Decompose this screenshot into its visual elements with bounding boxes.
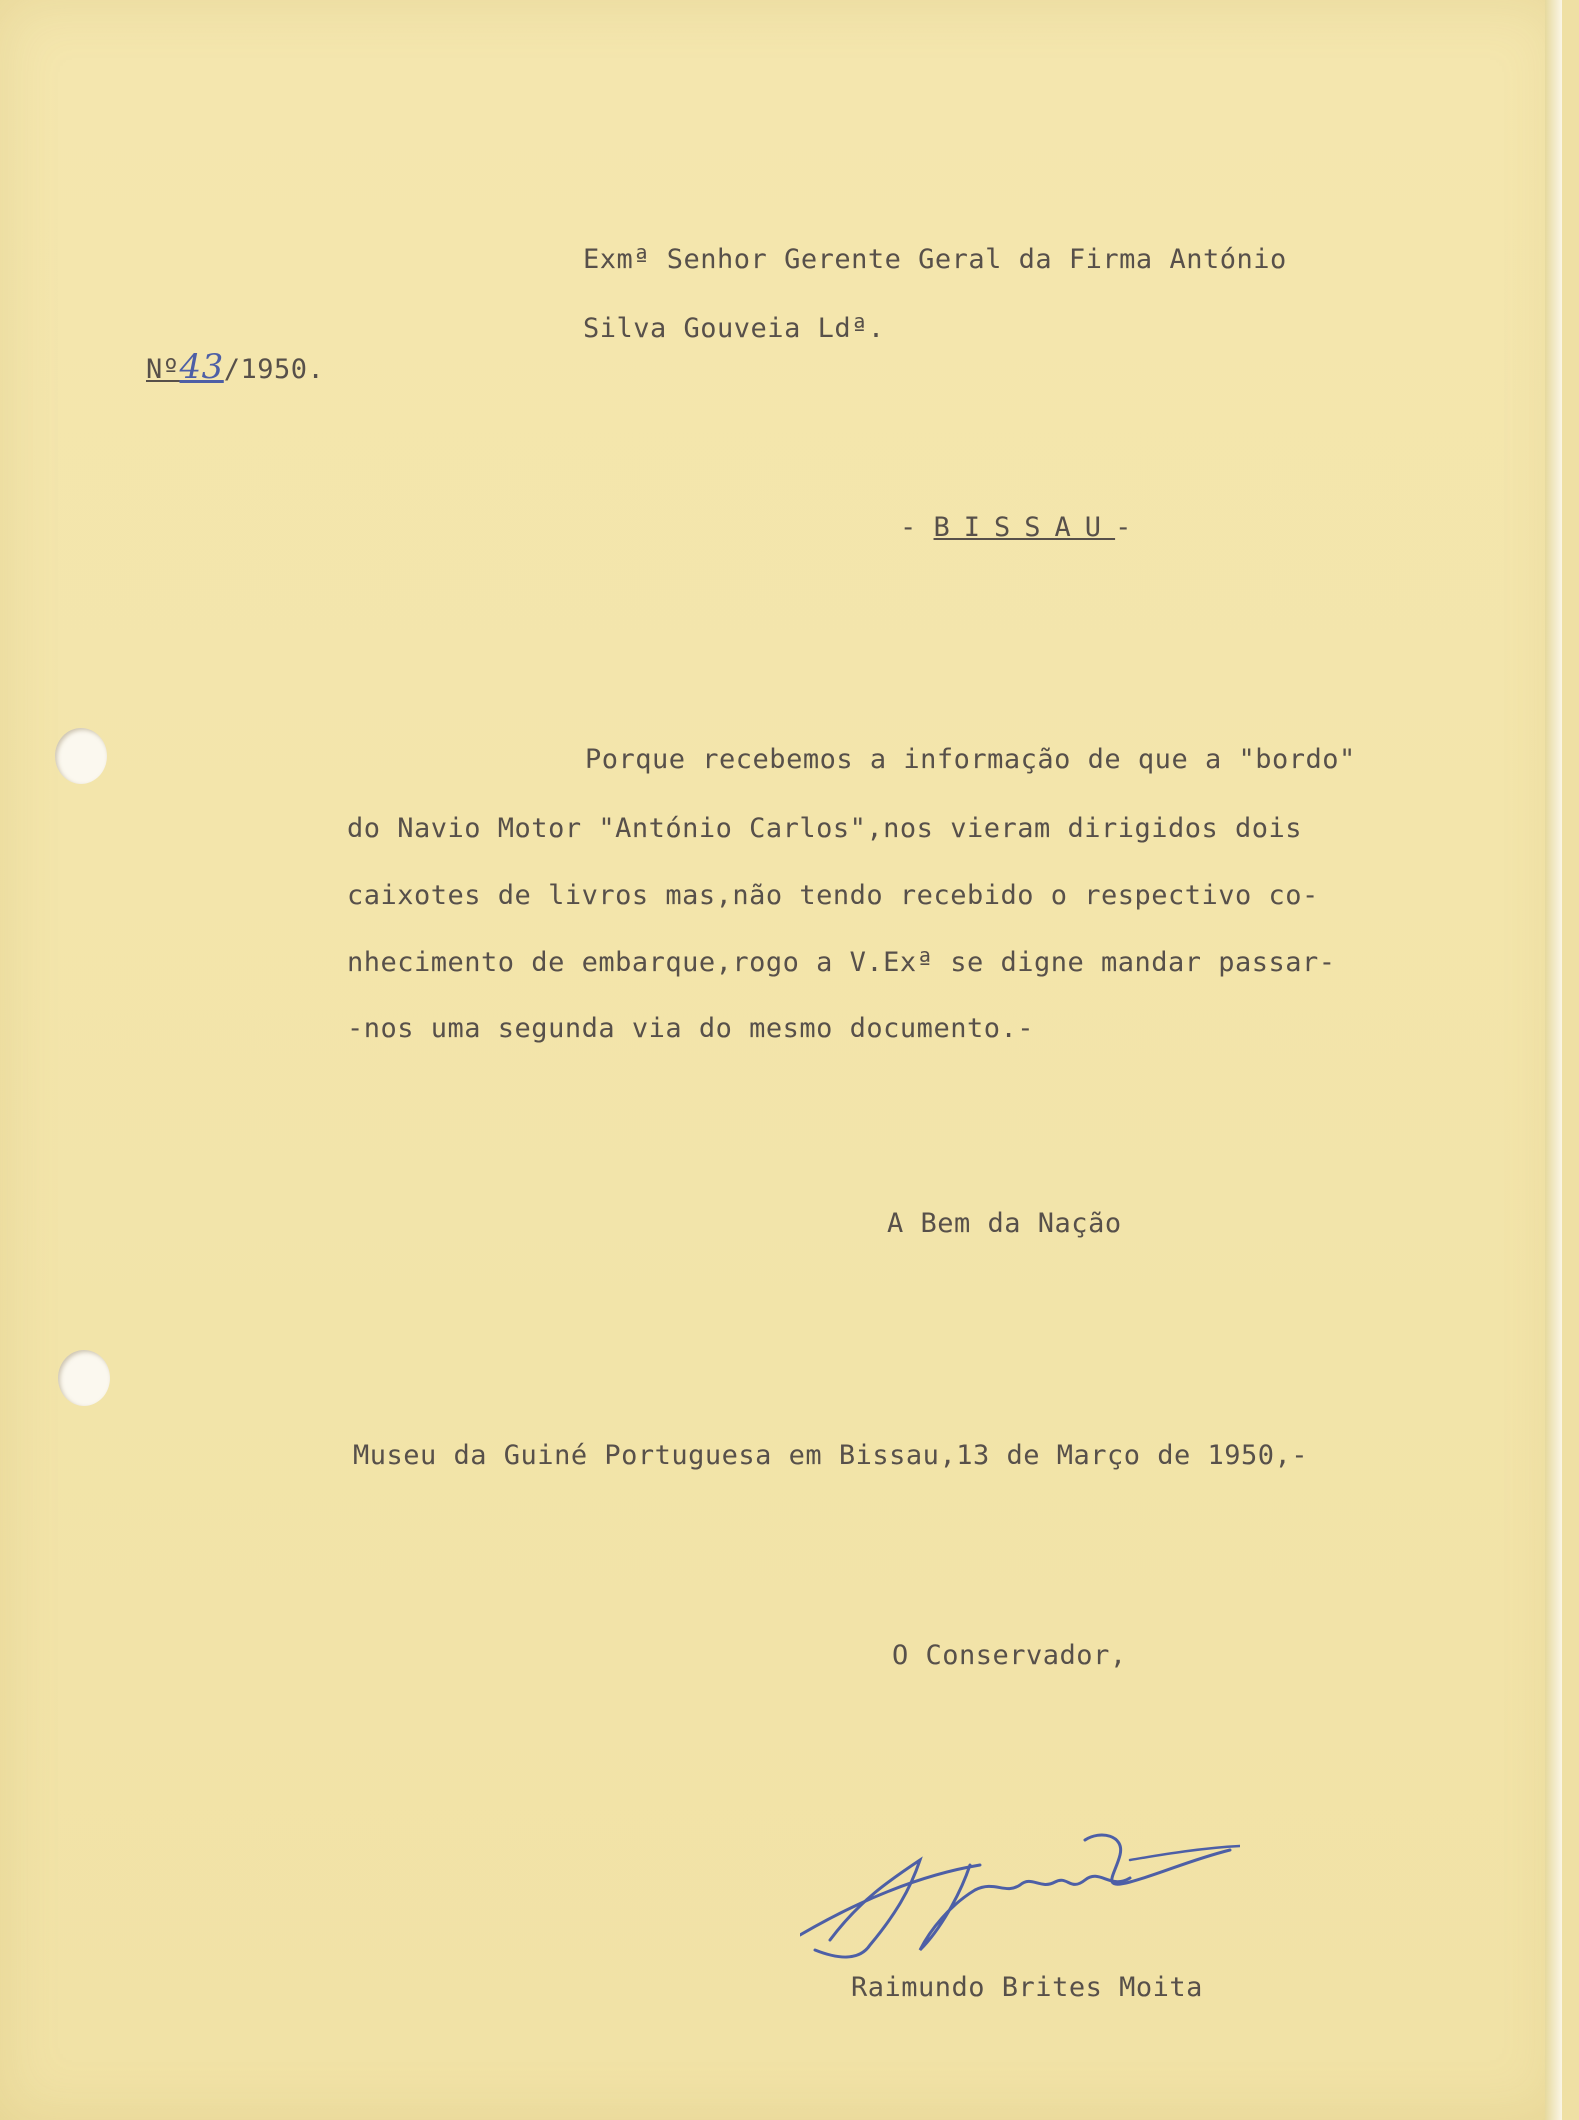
city-dash-right: - (1115, 512, 1132, 543)
punch-hole-bottom (58, 1350, 110, 1406)
city-dash-left: - (900, 512, 917, 543)
body-line-3: caixotes de livros mas,não tendo recebido o respectivo co- (347, 880, 1319, 911)
addressee-line-1: Exmª Senhor Gerente Geral da Firma António (583, 244, 1287, 275)
city-heading (900, 512, 1132, 543)
place-and-date: Museu da Guiné Portuguesa em Bissau,13 de Março de 1950,- (353, 1440, 1309, 1471)
signatory-title: O Conservador, (892, 1640, 1127, 1671)
handwritten-signature (800, 1820, 1240, 1970)
body-line-1: Porque recebemos a informação de que a "bordo" (585, 744, 1356, 775)
page-edge (1545, 0, 1562, 2120)
reference-handwritten-number: 43 (179, 347, 224, 387)
punch-hole-top (55, 728, 107, 784)
reference-prefix: Nº (146, 354, 180, 385)
body-line-5: -nos uma segunda via do mesmo documento.- (347, 1013, 1034, 1044)
signatory-name: Raimundo Brites Moita (851, 1972, 1203, 2003)
body-line-4: nhecimento de embarque,rogo a V.Exª se digne mandar passar- (347, 947, 1336, 978)
reference-number (146, 347, 324, 387)
body-line-2: do Navio Motor "António Carlos",nos vieram dirigidos dois (347, 813, 1303, 844)
addressee-line-2: Silva Gouveia Ldª. (583, 313, 885, 344)
city-name: BISSAU (933, 512, 1116, 543)
closing-formula: A Bem da Nação (887, 1208, 1122, 1239)
reference-year: /1950. (223, 354, 325, 385)
